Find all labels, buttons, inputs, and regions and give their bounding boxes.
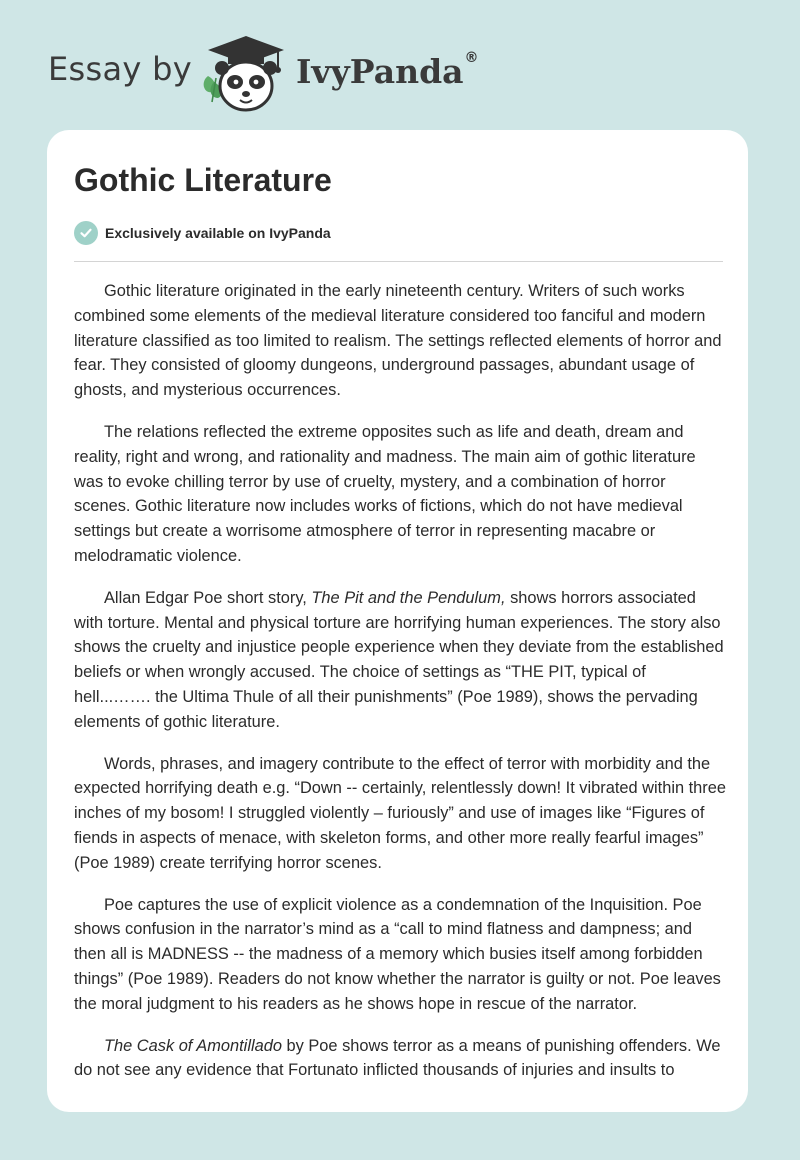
brand-logo[interactable] xyxy=(296,52,479,91)
essay-by-label: Essay by xyxy=(48,50,192,88)
paragraph-2: The relations reflected the extreme opposites such as life and death, dream and reality, right and wrong, and rationality and madness. The main aim of gothic literature was to evoke chilling terror by use of cruelty, mystery, and a combination of horror scenes. Gothic literature now includes works of fictions, which do not have medieval settings but create a worrisome atmosphere of terror in representing macabre or melodramatic violence. xyxy=(74,422,696,565)
essay-body xyxy=(74,279,726,1100)
paragraph-6-rest: by Poe shows terror as a means of punishing offenders. We do not see any evidence that Fortunato inflicted thousands of injuries and insults to xyxy=(74,1036,721,1080)
essay-card xyxy=(47,130,748,1112)
paragraph-3-intro: Allan Edgar Poe short story, xyxy=(104,588,312,607)
panda-graduate-icon[interactable] xyxy=(198,32,294,114)
brand-name: IvyPanda xyxy=(296,52,464,91)
title-divider xyxy=(74,261,723,262)
paragraph-1: Gothic literature originated in the early nineteenth century. Writers of such works combined some elements of the medieval literature considered too fanciful and modern literature classified as too limited to realism. The settings reflected elements of horror and fear. They consisted of gloomy dungeons, underground passages, abundant usage of ghosts, and mysterious occurrences. xyxy=(74,282,722,400)
paragraph-3 xyxy=(74,586,726,735)
paragraph-6 xyxy=(74,1034,726,1084)
check-circle-icon xyxy=(74,221,98,245)
work-title-pit-and-pendulum: The Pit and the Pendulum, xyxy=(311,588,506,607)
registered-mark: ® xyxy=(464,50,479,66)
page-title: Gothic Literature xyxy=(74,162,332,198)
paragraph-5: Poe captures the use of explicit violence as a condemnation of the Inquisition. Poe shows confusion in the narrator’s mind as a “call to mind flatness and dampness; and then all is MADNESS -- the madness of a memory which busies itself among forbidden things” (Poe 1989). Readers do not know whether the narrator is guilty or not. Poe leaves the moral judgment to his readers as he shows hope in rescue of the narrator. xyxy=(74,895,721,1013)
exclusive-badge xyxy=(74,221,331,245)
badge-label: Exclusively available on IvyPanda xyxy=(105,225,331,241)
site-header xyxy=(0,0,800,130)
paragraph-4: Words, phrases, and imagery contribute to the effect of terror with morbidity and the expected horrifying death e.g. “Down -- certainly, relentlessly down! It vibrated within three inches of my bosom! I struggled violently – furiously” and use of images like “Figures of fiends in aspects of menace, with skeleton forms, and other more really fearful images” (Poe 1989) create terrifying horror scenes. xyxy=(74,754,726,872)
paragraph-3-rest: shows horrors associated with torture. Mental and physical torture are horrifying human experiences. The story also shows the cruelty and injustice people experience when they deviate from the established beliefs or when wrongly accused. The choice of settings as “THE PIT, typical of hell...……. the Ultima Thule of all their punishments” (Poe 1989), shows the pervading elements of gothic literature. xyxy=(74,588,724,731)
work-title-cask-of-amontillado: The Cask of Amontillado xyxy=(104,1036,282,1055)
